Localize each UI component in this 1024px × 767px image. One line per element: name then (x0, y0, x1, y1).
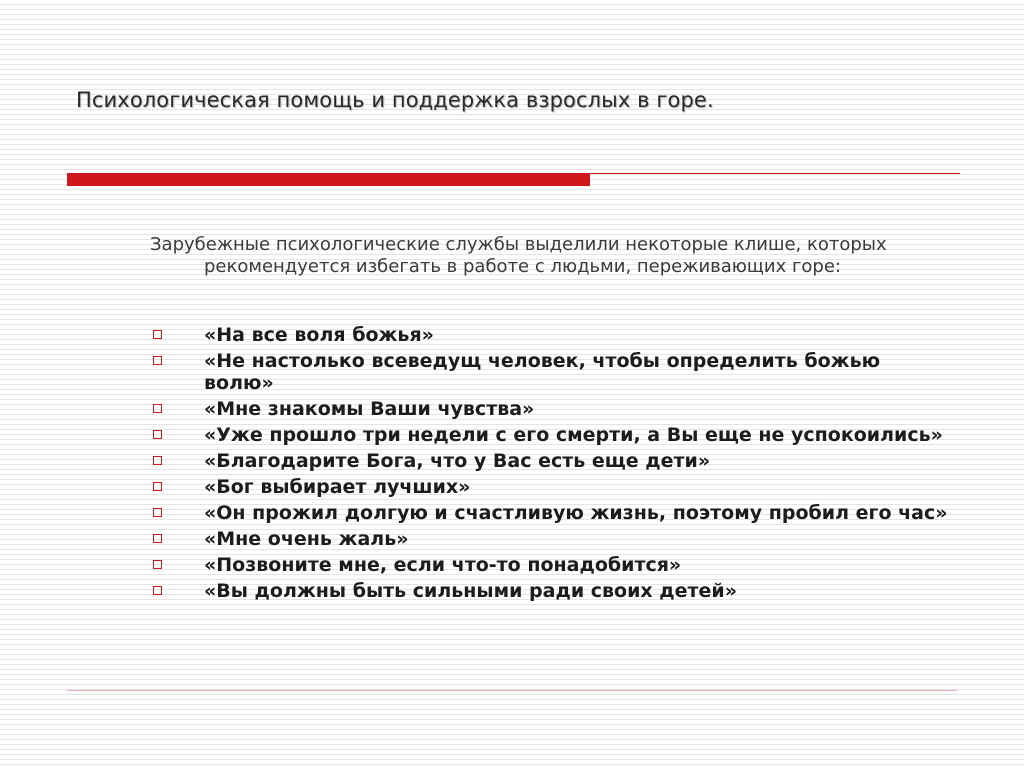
slide-title: Психологическая помощь и поддержка взрослых в горе. (76, 88, 714, 112)
list-item-text: «Уже прошло три недели с его смерти, а Вы еще не успокоились» (204, 424, 943, 446)
hollow-square-bullet-icon (153, 430, 162, 439)
list-item (150, 398, 950, 420)
intro-text: Зарубежные психологические службы выделили некоторые клише, которых рекомендуется избегать в работе с людьми, переживающих горе: (150, 234, 887, 277)
list-item (150, 324, 950, 346)
hollow-square-bullet-icon (153, 534, 162, 543)
accent-bar (67, 173, 590, 186)
hollow-square-bullet-icon (153, 456, 162, 465)
list-item-text: «Бог выбирает лучших» (204, 476, 471, 498)
hollow-square-bullet-icon (153, 482, 162, 491)
hollow-square-bullet-icon (153, 330, 162, 339)
list-item-text: «Вы должны быть сильными ради своих детей» (204, 580, 737, 602)
list-item (150, 350, 950, 394)
hollow-square-bullet-icon (153, 356, 162, 365)
list-item-text: «Мне очень жаль» (204, 528, 409, 550)
list-item (150, 424, 950, 446)
list-item-text: «Мне знакомы Ваши чувства» (204, 398, 535, 420)
accent-line (590, 173, 960, 174)
hollow-square-bullet-icon (153, 404, 162, 413)
list-item-text: «На все воля божья» (204, 324, 434, 346)
hollow-square-bullet-icon (153, 508, 162, 517)
list-item (150, 476, 950, 498)
list-item-text: «Он прожил долгую и счастливую жизнь, поэтому пробил его час» (204, 502, 948, 524)
list-item (150, 450, 950, 472)
list-item (150, 580, 950, 602)
footer-divider (67, 690, 957, 691)
list-item (150, 554, 950, 576)
list-item-text: «Не настолько всеведущ человек, чтобы определить божью волю» (204, 350, 881, 394)
hollow-square-bullet-icon (153, 586, 162, 595)
list-item-text: «Благодарите Бога, что у Вас есть еще дети» (204, 450, 711, 472)
hollow-square-bullet-icon (153, 560, 162, 569)
list-item (150, 528, 950, 550)
list-item-text: «Позвоните мне, если что-то понадобится» (204, 554, 682, 576)
cliche-list (150, 324, 950, 606)
list-item (150, 502, 950, 524)
